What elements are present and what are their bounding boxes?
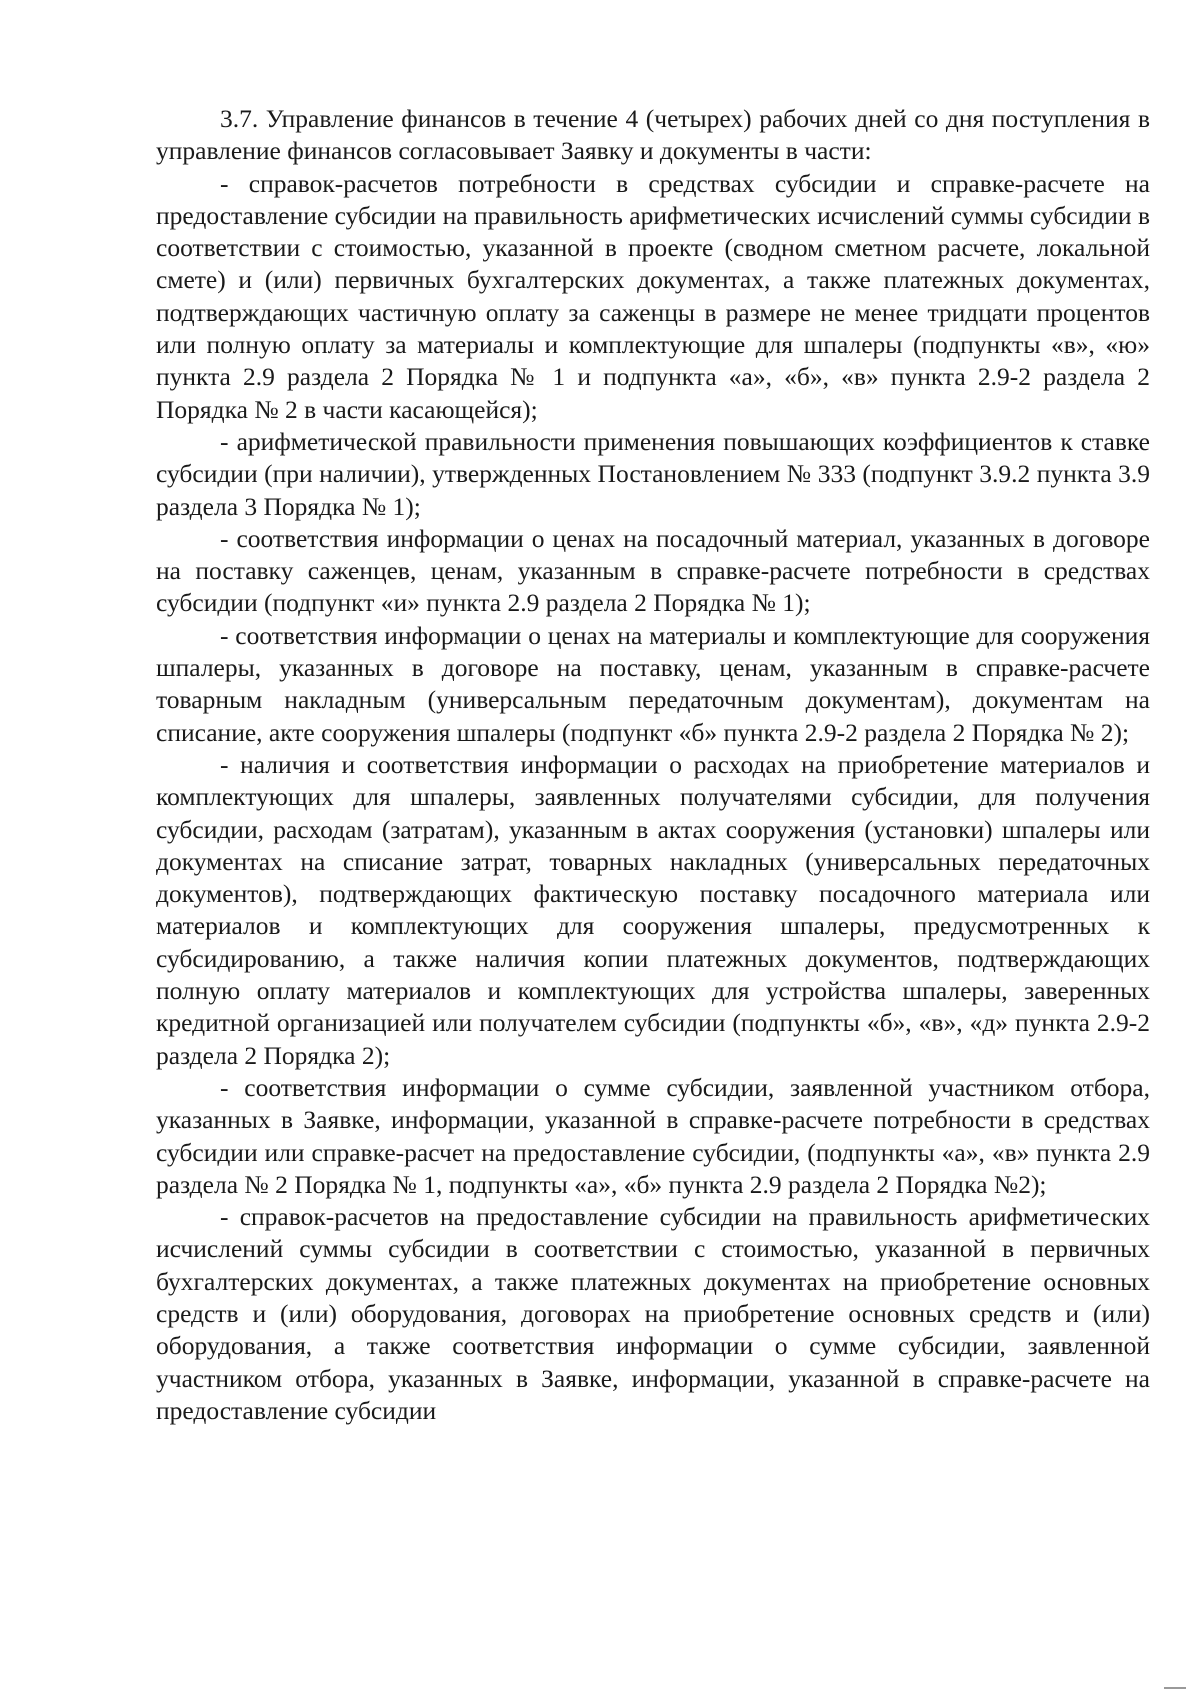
paragraph-coefficients: - арифметической правильности применения повышающих коэффициентов к ставке субсидии (при наличии), утвержденных Постановлением № 333 (подпункт 3.9.2 пункта 3.9 раздела 3 Порядка № 1); [156,426,1150,521]
paragraph-subsidy-amount: - соответствия информации о сумме субсидии, заявленной участником отбора, указанных в Заявке, информации, указанной в справке-расчете потребности в средствах субсидии или справке-расчет на предоставление субсидии, (подпункты «а», «в» пункта 2.9 раздела № 2 Порядка № 1, подпункты «а», «б» пункта 2.9 раздела 2 Порядка №2); [156,1072,1150,1199]
paragraph-planting-material-prices: - соответствия информации о ценах на посадочный материал, указанных в договоре на поставку саженцев, ценам, указанным в справке-расчете потребности в средствах субсидии (подпункт «и» пункта 2.9 раздела 2 Порядка № 1); [156,523,1150,618]
paragraph-subsidy-calculations: - справок-расчетов потребности в средствах субсидии и справке-расчете на предоставление субсидии на правильность арифметических исчислений суммы субсидии в соответствии с стоимостью, указанной в проекте (сводном сметном расчете, локальной смете) и (или) первичных бухгалтерских документах, а также платежных документах, подтверждающих частичную оплату за саженцы в размере не менее тридцати процентов или полную оплату за материалы и комплектующие для шпалеры (подпункты «в», «ю» пункта 2.9 раздела 2 Порядка № 1 и подпункта «а», «б», «в» пункта 2.9-2 раздела 2 Порядка № 2 в части касающейся); [156,168,1150,424]
document-body [156,103,1150,1427]
scan-edge-mark [1164,1687,1186,1689]
paragraph-fixed-assets: - справок-расчетов на предоставление субсидии на правильность арифметических исчислений суммы субсидии в соответствии с стоимостью, указанной в первичных бухгалтерских документах, а также платежных документах на приобретение основных средств и (или) оборудования, договорах на приобретение основных средств и (или) оборудования, а также соответствия информации о сумме субсидии, заявленной участником отбора, указанных в Заявке, информации, указанной в справке-расчете на предоставление субсидии [156,1202,1150,1425]
paragraph-3-7-intro: 3.7. Управление финансов в течение 4 (четырех) рабочих дней со дня поступления в управление финансов согласовывает Заявку и документы в части: [156,104,1150,166]
paragraph-trellis-material-prices: - соответствия информации о ценах на материалы и комплектующие для сооружения шпалеры, указанных в договоре на поставку, ценам, указанным в справке-расчете товарным накладным (универсальным передаточным документам), документам на списание, акте сооружения шпалеры (подпункт «б» пункта 2.9-2 раздела 2 Порядка № 2); [156,620,1150,747]
paragraph-expenses-trellis: - наличия и соответствия информации о расходах на приобретение материалов и комплектующих для шпалеры, заявленных получателями субсидии, для получения субсидии, расходам (затратам), указанным в актах сооружения (установки) шпалеры или документах на списание затрат, товарных накладных (универсальных передаточных документов), подтверждающих фактическую поставку посадочного материала или материалов и комплектующих для сооружения шпалеры, предусмотренных к субсидированию, а также наличия копии платежных документов, подтверждающих полную оплату материалов и комплектующих для устройства шпалеры, заверенных кредитной организацией или получателем субсидии (подпункты «б», «в», «д» пункта 2.9-2 раздела 2 Порядка 2); [156,749,1150,1070]
